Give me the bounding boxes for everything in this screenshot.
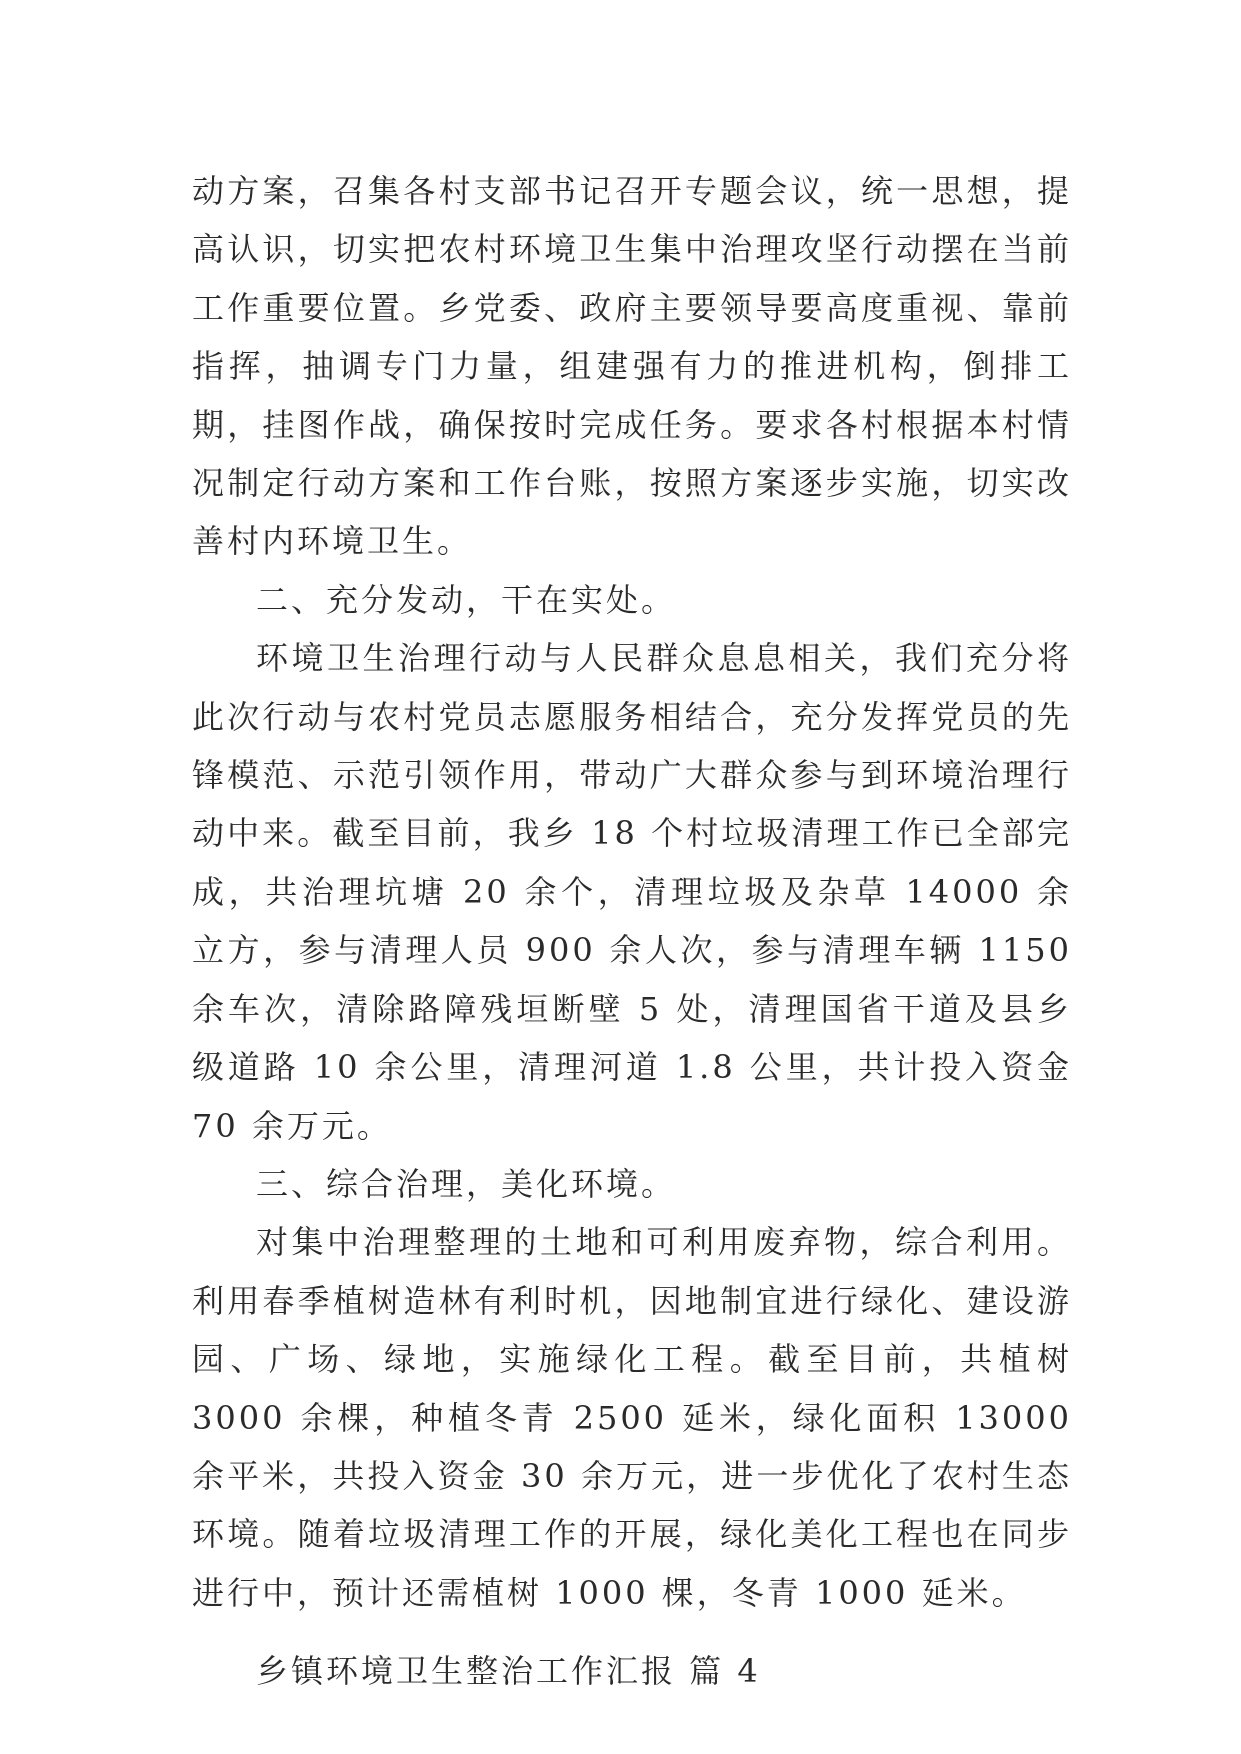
paragraph-greening-results: 对集中治理整理的土地和可利用废弃物，综合利用。利用春季植树造林有利时机，因地制宜进行绿化、建设游园、广场、绿地，实施绿化工程。截至目前，共植树 3000 余棵，种植冬青 2500 延米，绿化面积 13000 余平米，共投入资金 30 余万元，进一步优化了农村生态环境。随着垃圾清理工作的开展，绿化美化工程也在同步进行中，预计还需植树 1000 棵，冬青 1000 延米。 bbox=[192, 1223, 1072, 1612]
paragraph-mobilize-results: 环境卫生治理行动与人民群众息息相关，我们充分将此次行动与农村党员志愿服务相结合，充分发挥党员的先锋模范、示范引领作用，带动广大群众参与到环境治理行动中来。截至目前，我乡 18 个村垃圾清理工作已全部完成，共治理坑塘 20 余个，清理垃圾及杂草 14000 余立方，参与清理人员 900 余人次，参与清理车辆 1150 余车次，清除路障残垣断壁 5 处，清理国省干道及县乡级道路 10 余公里，清理河道 1.8 公里，共计投入资金 70 余万元。 bbox=[192, 639, 1072, 1145]
section-heading-mobilize: 二、充分发动，干在实处。 bbox=[256, 580, 677, 619]
report-title-part-4: 乡镇环境卫生整治工作汇报 篇 4 bbox=[256, 1652, 761, 1691]
section-heading-beautify: 三、综合治理，美化环境。 bbox=[256, 1164, 677, 1203]
document-body bbox=[192, 162, 1072, 1701]
paragraph-action-plan: 动方案，召集各村支部书记召开专题会议，统一思想，提高认识，切实把农村环境卫生集中治理攻坚行动摆在当前工作重要位置。乡党委、政府主要领导要高度重视、靠前指挥，抽调专门力量，组建强有力的推进机构，倒排工期，挂图作战，确保按时完成任务。要求各村根据本村情况制定行动方案和工作台账，按照方案逐步实施，切实改善村内环境卫生。 bbox=[192, 172, 1072, 561]
